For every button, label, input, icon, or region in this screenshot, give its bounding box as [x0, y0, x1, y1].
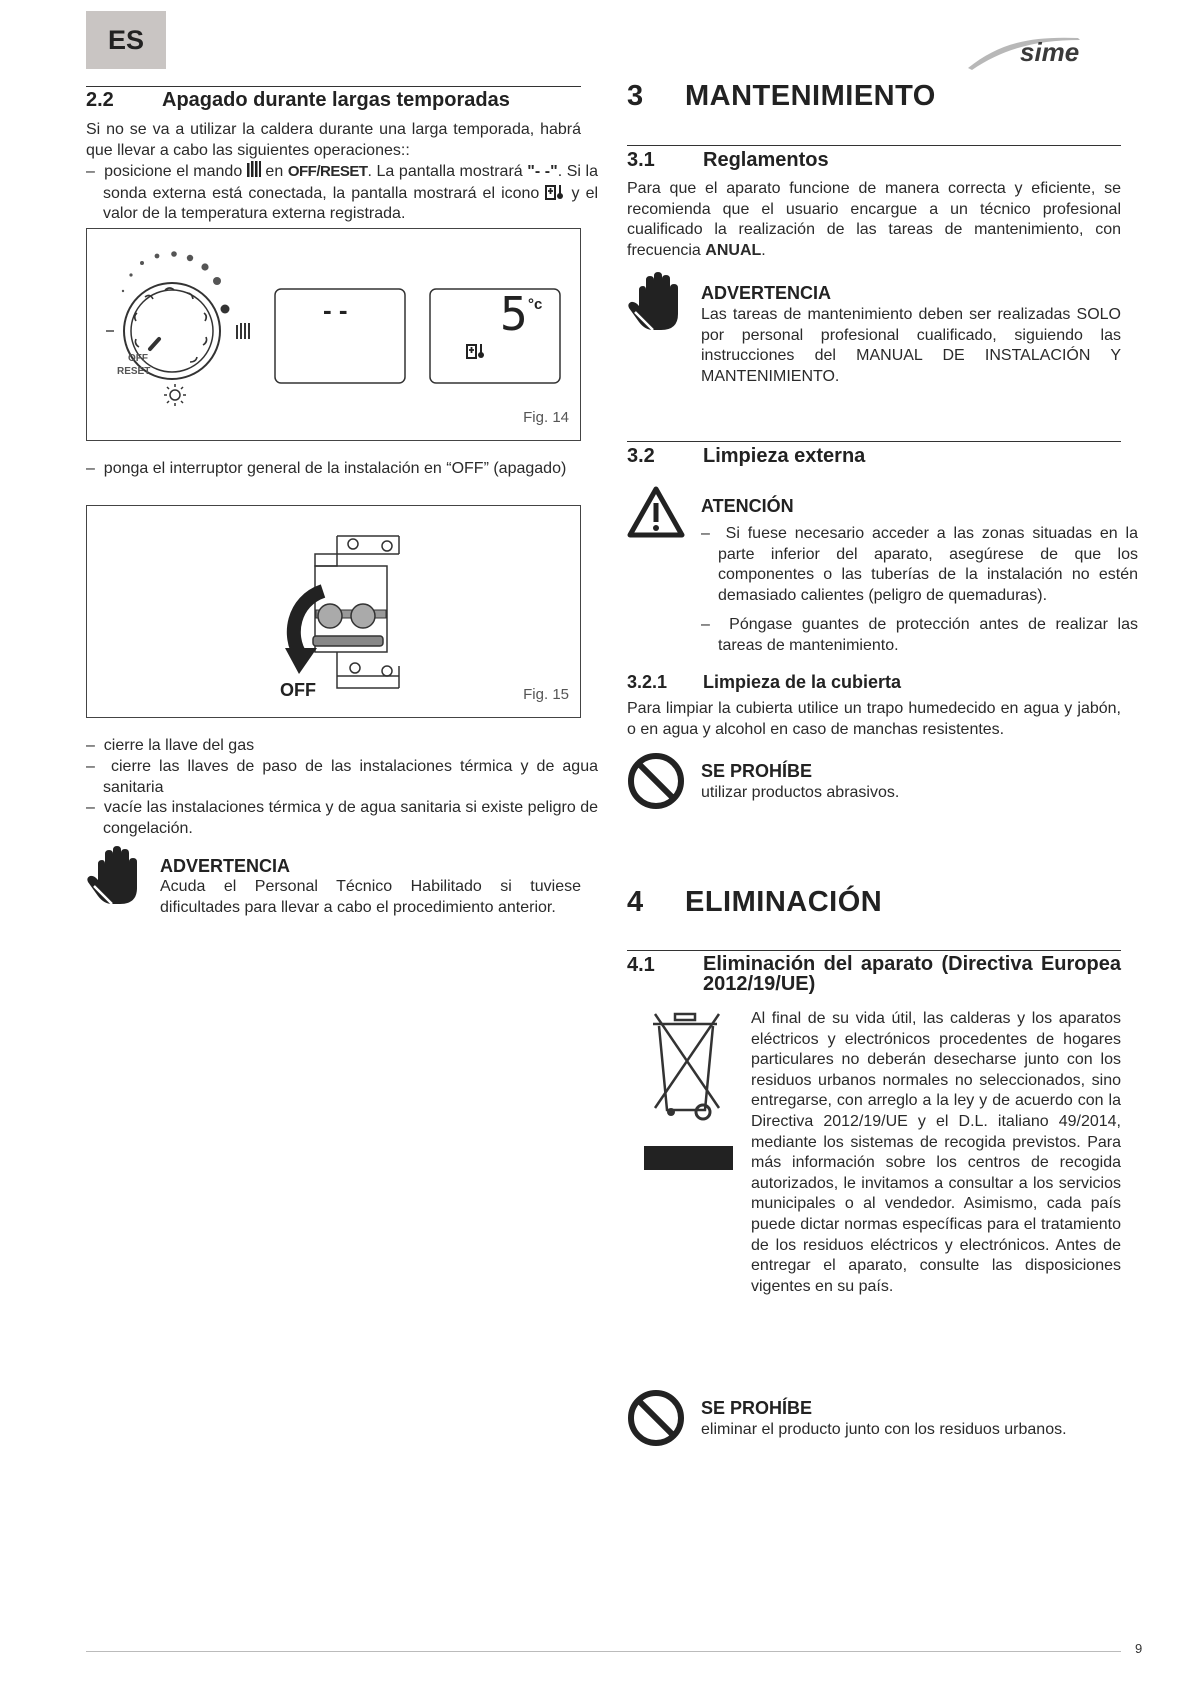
figure-15-label: Fig. 15 — [523, 686, 569, 703]
section-4-1-heading: 4.1 Eliminación del aparato (Directiva Europea 2012/19/UE) — [627, 953, 1121, 995]
figure-15 — [86, 505, 581, 718]
svg-text:5: 5 — [500, 287, 528, 341]
sime-logo — [968, 30, 1123, 72]
section-3-heading: 3 MANTENIMIENTO — [627, 80, 936, 112]
section-rule — [627, 441, 1121, 442]
hand-warning-icon — [86, 846, 144, 906]
external-probe-icon — [545, 183, 565, 201]
section-4-1-text: Al final de su vida útil, las calderas y los aparatos eléctricos y electrónicos procedentes de hogares particulares no deberán desecharse junto con los residuos urbanos normales no seleccionados, sino entregarse, con arreglo a la ley y de acuerdo con la Directiva 2012/19/UE y el D.L. italiano 49/2014, mediante los sistemas de recogida previstos. Para más información sobre los centros de recogida autorizados, le invitamos a consultar a los servicios municipales o al vendedor. Asimismo, cada país puede dictar normas específicas para el tratamiento de los residuos eléctricos y electrónicos. Antes de entregar el aparato, consulte las disposiciones vigentes en su país. — [751, 1010, 1121, 1295]
section-2-2-intro: Si no se va a utilizar la caldera durante una larga temporada, habrá que llevar a cabo las siguientes operaciones:: — [86, 121, 581, 159]
section-3-1-text: Para que el aparato funcione de manera correcta y eficiente, se recomienda que el usuario encargue a un técnico profesional cualificado la realización de las tareas de mantenimiento, con frecuencia ANUAL. — [627, 180, 1121, 259]
svg-text:°c: °c — [528, 296, 543, 313]
control-panel-diagram — [87, 229, 580, 440]
prohibited-icon — [627, 1389, 685, 1447]
svg-text:- -: - - — [323, 295, 348, 325]
hand-warning-icon — [627, 272, 685, 332]
main-switch-diagram — [87, 506, 580, 717]
section-3-1-heading: 3.1 Reglamentos — [627, 149, 829, 171]
warning-title: ADVERTENCIA — [160, 856, 291, 876]
warning-text: Acuda el Personal Técnico Habilitado si tuviese dificultades para llevar a cabo el procedimiento anterior. — [160, 878, 581, 916]
prohibit-title: SE PROHÍBE — [701, 761, 813, 781]
language-tab — [86, 11, 166, 69]
list-item: – ponga el interruptor general de la instalación en “OFF” (apagado) — [86, 460, 567, 477]
section-3-2-1-text: Para limpiar la cubierta utilice un trapo humedecido en agua y jabón, o en agua y alcohol en caso de manchas resistentes. — [627, 700, 1121, 738]
svg-text:OFF: OFF — [280, 680, 316, 700]
attention-title: ATENCIÓN — [701, 496, 794, 516]
prohibit-title: SE PROHÍBE — [701, 1398, 813, 1418]
section-3-2-heading: 3.2 Limpieza externa — [627, 445, 866, 467]
warning-text: Las tareas de mantenimiento deben ser realizadas SOLO por personal profesional cualificado, siguiendo las instrucciones del MANUAL DE INSTALACIÓN Y MANTENIMIENTO. — [701, 306, 1121, 385]
section-3-2-1-heading: 3.2.1 Limpieza de la cubierta — [627, 672, 902, 692]
language-label: ES — [107, 24, 145, 55]
list-item: – cierre la llave del gas — [86, 737, 255, 754]
section-rule — [627, 145, 1121, 146]
attention-item: – Póngase guantes de protección antes de realizar las tareas de mantenimiento. — [701, 616, 1139, 654]
figure-14-label: Fig. 14 — [523, 409, 569, 426]
page-number: 9 — [1135, 1641, 1143, 1656]
radiator-icon — [247, 161, 261, 179]
section-rule — [86, 86, 581, 87]
prohibited-icon — [627, 752, 685, 810]
section-4-heading: 4 ELIMINACIÓN — [627, 886, 883, 918]
list-item: – vacíe las instalaciones térmica y de agua sanitaria si existe peligro de congelación. — [86, 799, 598, 837]
svg-text:sime: sime — [1020, 37, 1080, 67]
prohibit-text: utilizar productos abrasivos. — [701, 784, 900, 801]
list-item: – posicione el mando en OFF/RESET. La pantalla mostrará "- -". Si la sonda externa está conectada, la pantalla mostrará el icono y el valor de la temperatura externa registrada. — [86, 163, 599, 223]
attention-item: – Si fuese necesario acceder a las zonas situadas en la parte inferior del aparato, asegúrese de que los componentes o las tuberías de la instalación no estén demasiado calientes (peligro de quemaduras). — [701, 525, 1138, 604]
section-2-2-heading: 2.2 Apagado durante largas temporadas — [86, 89, 510, 111]
warning-title: ADVERTENCIA — [701, 283, 832, 303]
list-item: – cierre las llaves de paso de las instalaciones térmica y de agua sanitaria — [86, 758, 598, 796]
prohibit-text: eliminar el producto junto con los residuos urbanos. — [701, 1421, 1067, 1438]
svg-text:RESET: RESET — [117, 366, 151, 377]
attention-triangle-icon — [627, 486, 685, 538]
section-rule — [627, 950, 1121, 951]
footer-rule — [86, 1651, 1121, 1652]
svg-text:OFF: OFF — [128, 353, 148, 364]
figure-14 — [86, 228, 581, 441]
weee-bin-icon — [635, 1008, 733, 1170]
